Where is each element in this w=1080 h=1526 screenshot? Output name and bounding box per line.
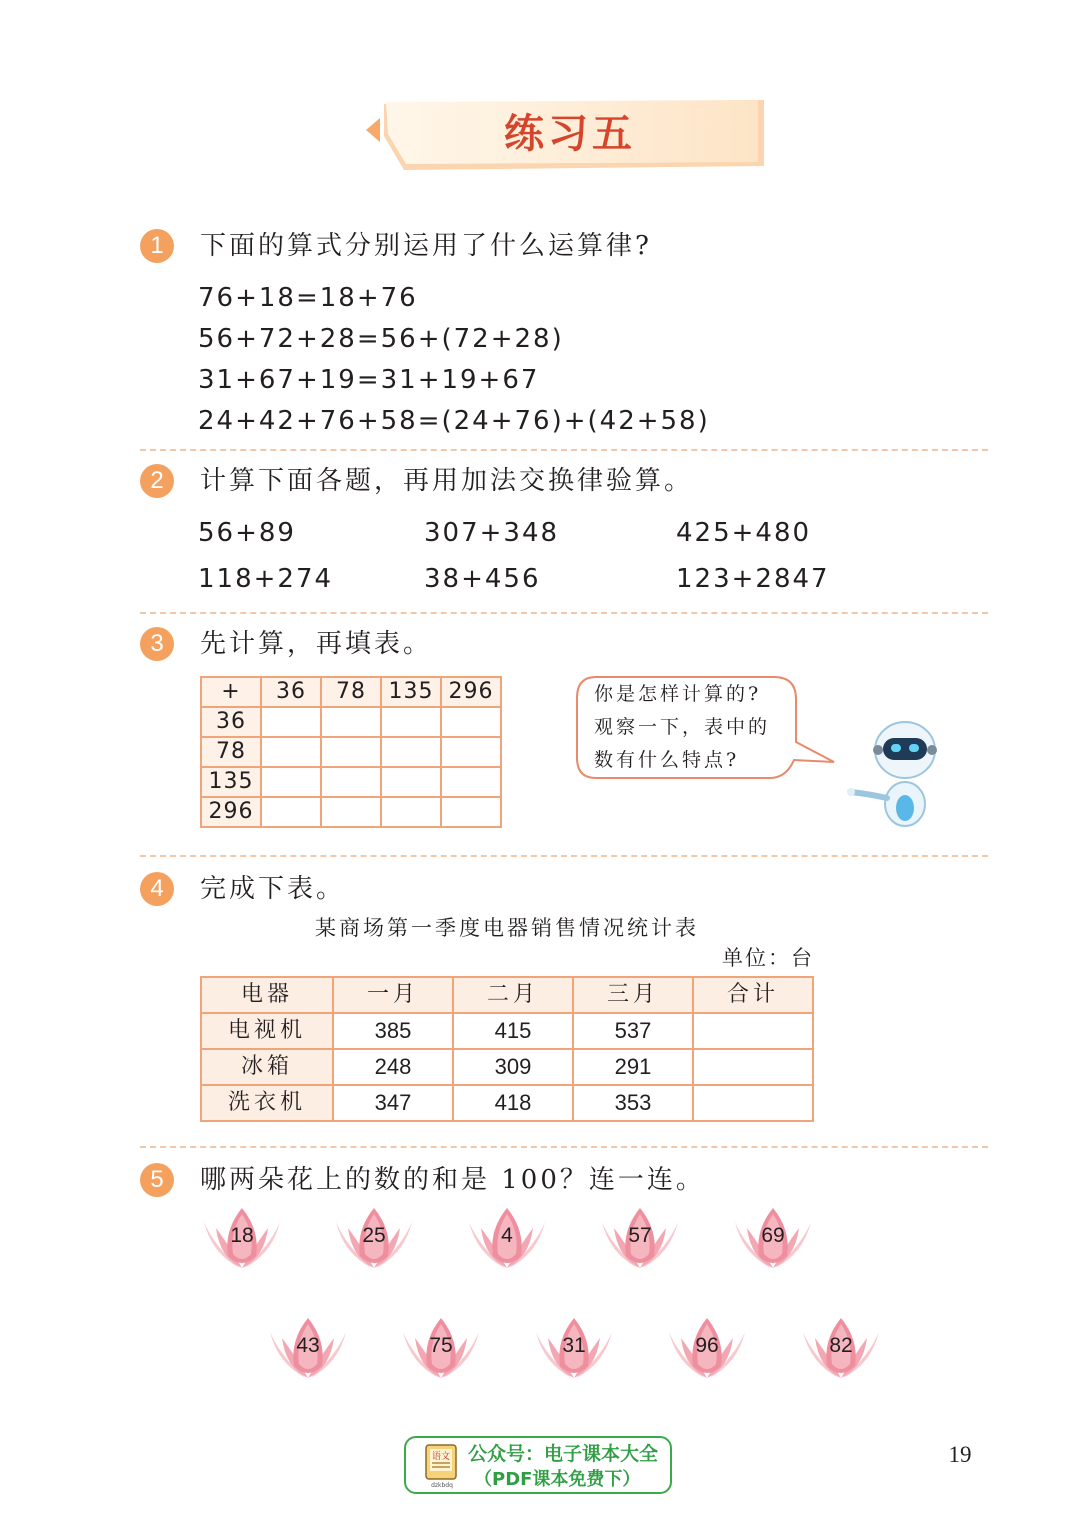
table-cell: 291: [573, 1049, 693, 1085]
footer-text-line1: 公众号：电子课本大全: [468, 1443, 659, 1465]
table-row-header: 36: [201, 707, 261, 737]
question-number-1: 1: [140, 229, 174, 263]
q1-expression: 56+72+28=56+(72+28): [198, 324, 564, 354]
table-cell: 418: [453, 1085, 573, 1121]
table-row-header: 135: [201, 767, 261, 797]
answer-cell[interactable]: [381, 767, 441, 797]
total-answer-cell[interactable]: [693, 1013, 813, 1049]
lotus-flower-top[interactable]: [200, 1206, 284, 1270]
question-number-4: 4: [140, 872, 174, 906]
table-header-row: [201, 977, 813, 1013]
table-row: [201, 737, 501, 767]
lotus-flower-bottom[interactable]: [399, 1316, 483, 1380]
addition-table: [200, 676, 502, 828]
answer-cell[interactable]: [381, 737, 441, 767]
flower-number: 57: [628, 1224, 652, 1247]
flower-number: 4: [501, 1224, 513, 1247]
q2-expression: 118+274: [198, 564, 334, 594]
question-2-prompt: 计算下面各题，再用加法交换律验算。: [200, 466, 694, 496]
q1-expression: 24+42+76+58=(24+76)+(42+58): [198, 406, 710, 436]
question-4-prompt: 完成下表。: [200, 874, 346, 904]
table-row: [201, 767, 501, 797]
table-header-row: [201, 677, 501, 707]
table-column-header: 36: [261, 677, 321, 707]
q2-expression: 123+2847: [676, 564, 830, 594]
table-corner-plus: +: [201, 677, 261, 707]
table-column-header: 一月: [333, 977, 453, 1013]
answer-cell[interactable]: [261, 737, 321, 767]
question-number-3: 3: [140, 627, 174, 661]
bubble-text-line: 你是怎样计算的?: [594, 683, 762, 705]
lotus-flower-top[interactable]: [598, 1206, 682, 1270]
answer-cell[interactable]: [381, 797, 441, 827]
table-column-header: 电器: [201, 977, 333, 1013]
question-number-5: 5: [140, 1163, 174, 1197]
answer-cell[interactable]: [321, 797, 381, 827]
robot-illustration: [845, 718, 945, 828]
table-cell: 347: [333, 1085, 453, 1121]
lotus-flower-top[interactable]: [465, 1206, 549, 1270]
table-row-header: 296: [201, 797, 261, 827]
page-title: 练习五: [504, 110, 636, 157]
table-cell: 385: [333, 1013, 453, 1049]
table-column-header: 二月: [453, 977, 573, 1013]
table-row: [201, 1085, 813, 1121]
question-1-prompt: 下面的算式分别运用了什么运算律?: [200, 231, 652, 261]
lotus-flower-top[interactable]: [332, 1206, 416, 1270]
answer-cell[interactable]: [321, 737, 381, 767]
lotus-flower-top[interactable]: [731, 1206, 815, 1270]
q2-expression: 38+456: [424, 564, 541, 594]
table-column-header: 135: [381, 677, 441, 707]
table-row-header: 冰箱: [201, 1049, 333, 1085]
flower-number: 25: [362, 1224, 386, 1247]
table-caption: 某商场第一季度电器销售情况统计表: [315, 916, 699, 940]
question-3-prompt: 先计算，再填表。: [200, 629, 433, 659]
table-unit: 单位：台: [722, 946, 814, 970]
answer-cell[interactable]: [441, 797, 501, 827]
table-column-header: 合计: [693, 977, 813, 1013]
table-column-header: 三月: [573, 977, 693, 1013]
flower-number: 75: [429, 1334, 453, 1357]
flower-number: 82: [829, 1334, 853, 1357]
table-row: [201, 1013, 813, 1049]
book-icon-label: 语文: [431, 1452, 451, 1462]
sales-table: [200, 976, 814, 1122]
table-row: [201, 1049, 813, 1085]
total-answer-cell[interactable]: [693, 1085, 813, 1121]
answer-cell[interactable]: [441, 707, 501, 737]
q2-expression: 425+480: [676, 518, 812, 548]
answer-cell[interactable]: [321, 707, 381, 737]
table-cell: 248: [333, 1049, 453, 1085]
answer-cell[interactable]: [441, 737, 501, 767]
table-column-header: 296: [441, 677, 501, 707]
answer-cell[interactable]: [261, 797, 321, 827]
flower-number: 69: [761, 1224, 785, 1247]
answer-cell[interactable]: [381, 707, 441, 737]
bubble-text-line: 观察一下，表中的: [594, 716, 771, 738]
table-row-header: 电视机: [201, 1013, 333, 1049]
answer-cell[interactable]: [261, 767, 321, 797]
q1-expression: 76+18=18+76: [198, 283, 418, 313]
table-row: [201, 707, 501, 737]
table-cell: 309: [453, 1049, 573, 1085]
flower-number: 31: [562, 1334, 586, 1357]
question-5-prompt: 哪两朵花上的数的和是 100？连一连。: [200, 1165, 705, 1195]
footer-text-line2: （PDF课本免费下）: [474, 1469, 641, 1490]
table-row: [201, 797, 501, 827]
flower-number: 18: [230, 1224, 254, 1247]
answer-cell[interactable]: [261, 707, 321, 737]
section-divider: [140, 612, 988, 614]
page-number: 19: [948, 1442, 972, 1467]
table-column-header: 78: [321, 677, 381, 707]
lotus-flower-bottom[interactable]: [266, 1316, 350, 1380]
table-row-header: 洗衣机: [201, 1085, 333, 1121]
table-cell: 415: [453, 1013, 573, 1049]
table-cell: 353: [573, 1085, 693, 1121]
answer-cell[interactable]: [321, 767, 381, 797]
table-row-header: 78: [201, 737, 261, 767]
section-divider: [140, 449, 988, 451]
section-divider: [140, 855, 988, 857]
flower-number: 43: [296, 1334, 320, 1357]
q2-expression: 56+89: [198, 518, 296, 548]
book-icon: [422, 1441, 462, 1489]
table-cell: 537: [573, 1013, 693, 1049]
lotus-flower-bottom[interactable]: [532, 1316, 616, 1380]
flower-number: 96: [695, 1334, 719, 1357]
bubble-text-line: 数有什么特点?: [594, 749, 740, 771]
question-number-2: 2: [140, 464, 174, 498]
total-answer-cell[interactable]: [693, 1049, 813, 1085]
lotus-flower-bottom[interactable]: [799, 1316, 883, 1380]
book-icon-subtext: dzkbdq: [431, 1482, 453, 1489]
q1-expression: 31+67+19=31+19+67: [198, 365, 540, 395]
lotus-flower-bottom[interactable]: [665, 1316, 749, 1380]
q2-expression: 307+348: [424, 518, 560, 548]
answer-cell[interactable]: [441, 767, 501, 797]
section-divider: [140, 1146, 988, 1148]
